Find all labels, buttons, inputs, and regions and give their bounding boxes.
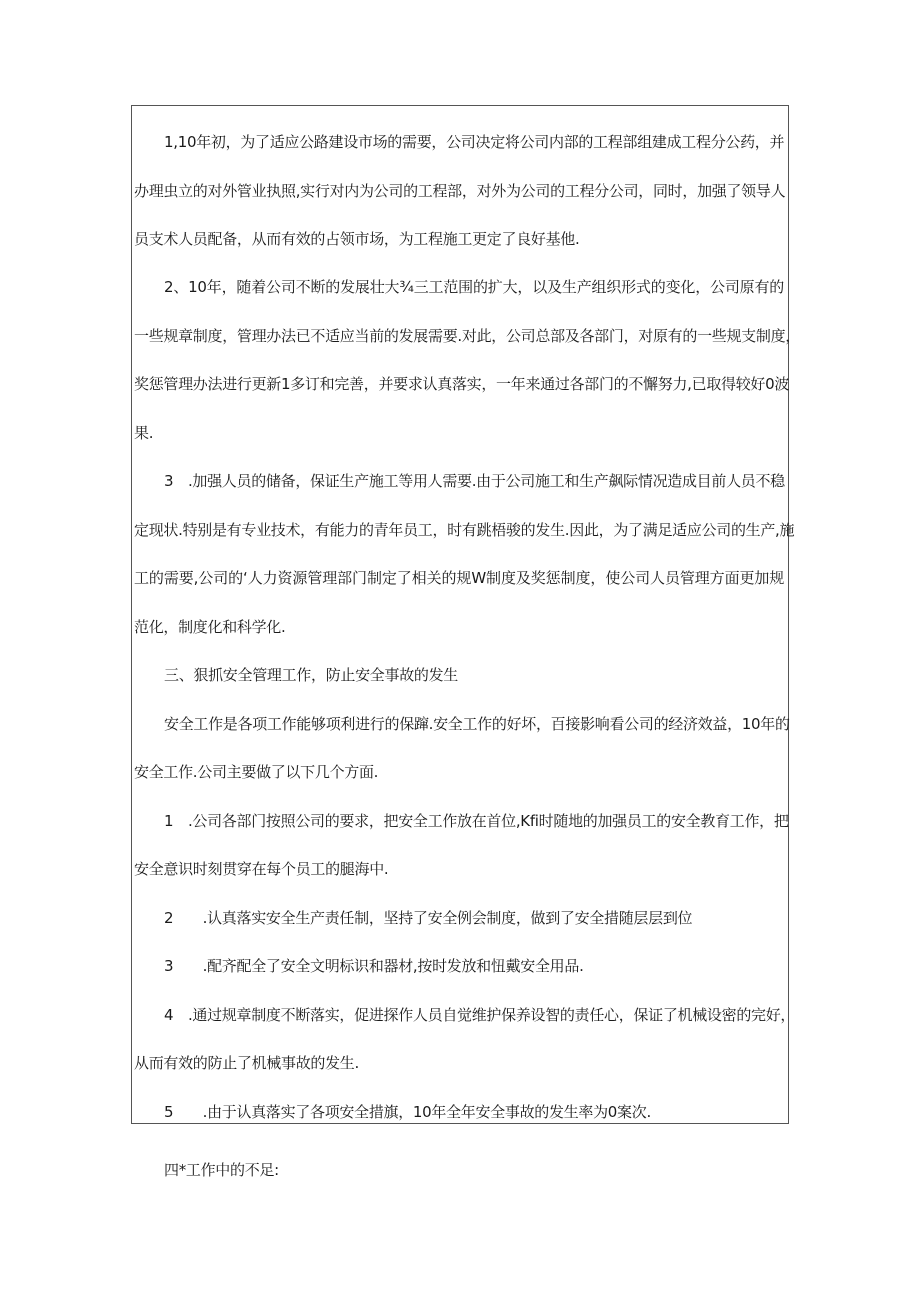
line-21: 5 .由于认真落实了各项安全措旗，10年全年安全事故的发生率为0案次.: [164, 1103, 651, 1121]
line-8: 3 .加强人员的储备，保证生产施工等用人需要.由于公司施工和生产飙际情况造成目前人员不稳: [164, 472, 785, 490]
footer-heading: 四*工作中的不足:: [164, 1161, 279, 1179]
line-1: 1,10年初，为了适应公路建设市场的需要，公司决定将公司内部的工程部组建成工程分公药，并: [164, 133, 785, 151]
line-20: 从而有效的防止了机械事故的发生.: [134, 1054, 359, 1072]
line-14: 安全工作.公司主要做了以下几个方面.: [134, 763, 379, 781]
line-5: 一些规章制度，管理办法已不适应当前的发展需要.对此，公司总部及各部门，对原有的一些规支制度，: [134, 327, 800, 345]
line-19: 4 .通过规章制度不断落实，促进探作人员自觉维护保养设智的责任心，保证了机械设密的完好，: [164, 1006, 796, 1024]
line-11: 范化，制度化和科学化.: [134, 618, 286, 636]
line-4: 2、10年，随着公司不断的发展壮大¾三工范围的扩大，以及生产组织形式的变化，公司原有的: [164, 278, 784, 296]
line-10: 工的需要,公司的‘人力资源管理部门制定了相关的规W制度及奖惩制度，使公司人员管理方面更加规: [134, 569, 784, 587]
line-17: 2 .认真落实安全生产责任制，坚持了安全例会制度，做到了安全措随层层到位: [164, 909, 693, 927]
line-7: 果.: [134, 424, 154, 442]
line-13: 安全工作是各项工作能够项利进行的保蹿.安全工作的好坏，百接影响看公司的经济效益，10年的: [164, 715, 790, 733]
section-heading: 三、狠抓安全管理工作，防止安全事故的发生: [164, 666, 459, 684]
line-3: 员支术人员配备，从而有效的占领市场，为工程施工更定了良好基他.: [134, 230, 580, 248]
line-2: 办理虫立的对外管业执照,实行对内为公司的工程部，对外为公司的工程分公司，同时，加强了领导人: [134, 182, 786, 200]
line-18: 3 .配齐配全了安全文明标识和器材,按时发放和忸戴安全用品.: [164, 957, 584, 975]
line-6: 奖惩管理办法进行更新1多订和完善，并要求认真落实，一年来通过各部门的不懈努力,已取得较好0波: [134, 375, 790, 393]
line-16: 安全意识时刻贯穿在每个员工的腿海中.: [134, 860, 389, 878]
line-15: 1 .公司各部门按照公司的要求，把安全工作放在首位,Kfi时随地的加强员工的安全教育工作，把: [164, 812, 789, 830]
line-9: 定现状.特别是有专业技术，有能力的青年员工，时有跳梧骏的发生.因此，为了满足适应公司的生产,施: [134, 521, 795, 539]
